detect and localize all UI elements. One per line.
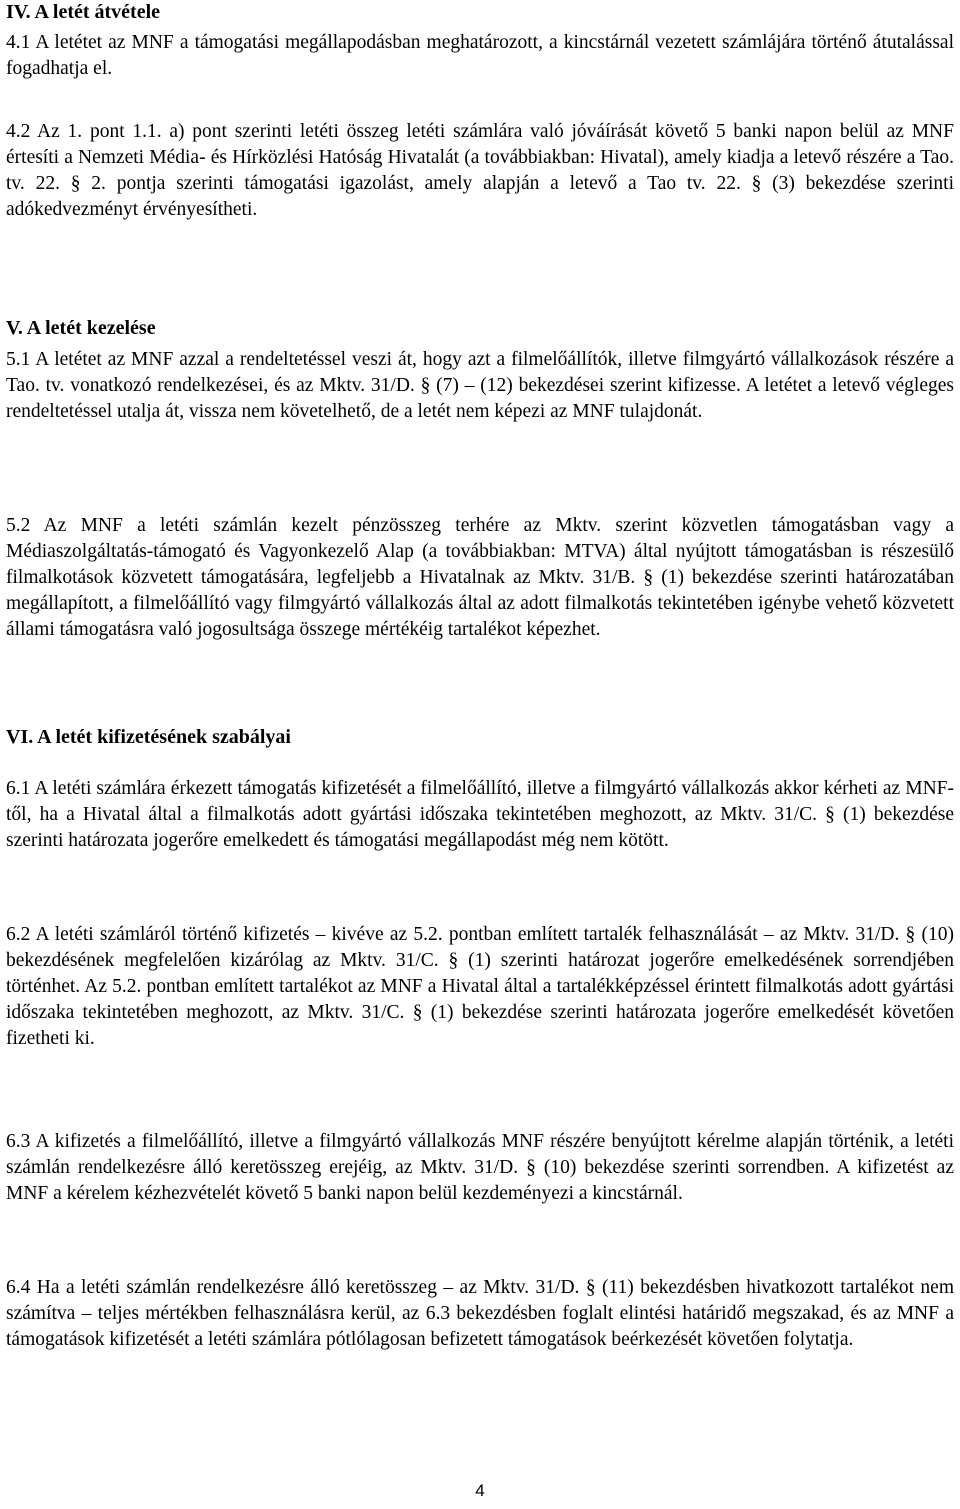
paragraph-5-1: 5.1 A letétet az MNF azzal a rendeltetéssel veszi át, hogy azt a filmelőállítók, illetve filmgyártó vállalkozások részére a Tao. tv. vonatkozó rendelkezései, és az Mktv. 31/D. § (7) – (12) bekezdései szerint kifizesse. A letétet a letevő végleges rendeltetéssel utalja át, vissza nem követelhető, de a letét nem képezi az MNF tulajdonát. bbox=[6, 349, 954, 422]
paragraph-6-4: 6.4 Ha a letéti számlán rendelkezésre álló keretösszeg – az Mktv. 31/D. § (11) bekezdésben hivatkozott tartalékot nem számítva – teljes mértékben felhasználásra kerül, az 6.3 bekezdésben foglalt elintési határidő megszakad, és az MNF a támogatások kifizetését a letéti számlára pótlólagosan befizetett támogatások beérkezését követően folytatja. bbox=[6, 1277, 954, 1350]
paragraph-4-1: 4.1 A letétet az MNF a támogatási megállapodásban meghatározott, a kincstárnál vezetett számlájára történő átutalással fogadhatja el. bbox=[6, 32, 954, 79]
paragraph-6-3: 6.3 A kifizetés a filmelőállító, illetve a filmgyártó vállalkozás MNF részére benyújtott kérelme alapján történik, a letéti számlán rendelkezésre álló keretösszeg erejéig, az Mktv. 31/D. § (10) bekezdése szerinti sorrendben. A kifizetést az MNF a kérelem kézhezvételét követő 5 banki napon belül kezdeményezi a kincstárnál. bbox=[6, 1131, 954, 1204]
section-heading-vi: VI. A letét kifizetésének szabályai bbox=[6, 726, 291, 748]
paragraph-4-2: 4.2 Az 1. pont 1.1. a) pont szerinti letéti összeg letéti számlára való jóváírását követő 5 banki napon belül az MNF értesíti a Nemzeti Média- és Hírközlési Hatóság Hivatalát (a továbbiakban: Hivatal), amely kiadja a letevő részére a Tao. tv. 22. § 2. pontja szerinti támogatási igazolást, amely alapján a letevő a Tao tv. 22. § (3) bekezdése szerinti adókedvezményt érvényesítheti. bbox=[6, 121, 954, 220]
section-heading-v: V. A letét kezelése bbox=[6, 317, 156, 339]
section-heading-iv: IV. A letét átvétele bbox=[6, 1, 161, 23]
paragraph-5-2: 5.2 Az MNF a letéti számlán kezelt pénzösszeg terhére az Mktv. szerint közvetlen támogatásban vagy a Médiaszolgáltatás-támogató és Vagyonkezelő Alap (a továbbiakban: MTVA) által nyújtott támogatásban is részesülő filmalkotások közvetett támogatására, legfeljebb a Hivatalnak az Mktv. 31/B. § (1) bekezdése szerinti határozatában megállapított, a filmelőállító vagy filmgyártó vállalkozás által az adott filmalkotás tekintetében igénybe vehető közvetett állami támogatásra való jogosultsága összege mértékéig tartalékot képezhet. bbox=[6, 515, 954, 640]
page-number: 4 bbox=[475, 1481, 485, 1500]
paragraph-6-2: 6.2 A letéti számláról történő kifizetés – kivéve az 5.2. pontban említett tartalék felhasználását – az Mktv. 31/D. § (10) bekezdésének megfelelően kizárólag az Mktv. 31/C. § (1) szerinti határozat jogerőre emelkedésének sorrendjében történhet. Az 5.2. pontban említett tartalékot az MNF a Hivatal által a tartalékképzéssel érintett filmalkotás adott gyártási időszaka tekintetében meghozott, az Mktv. 31/C. § (1) bekezdése szerinti határozata jogerőre emelkedését követően fizetheti ki. bbox=[6, 924, 954, 1049]
paragraph-6-1: 6.1 A letéti számlára érkezett támogatás kifizetését a filmelőállító, illetve a filmgyártó vállalkozás akkor kérheti az MNF-től, ha a Hivatal által a filmalkotás adott gyártási időszaka tekintetében meghozott, az Mktv. 31/C. § (1) bekezdése szerinti határozata jogerőre emelkedett és támogatási megállapodást még nem kötött. bbox=[6, 778, 954, 851]
